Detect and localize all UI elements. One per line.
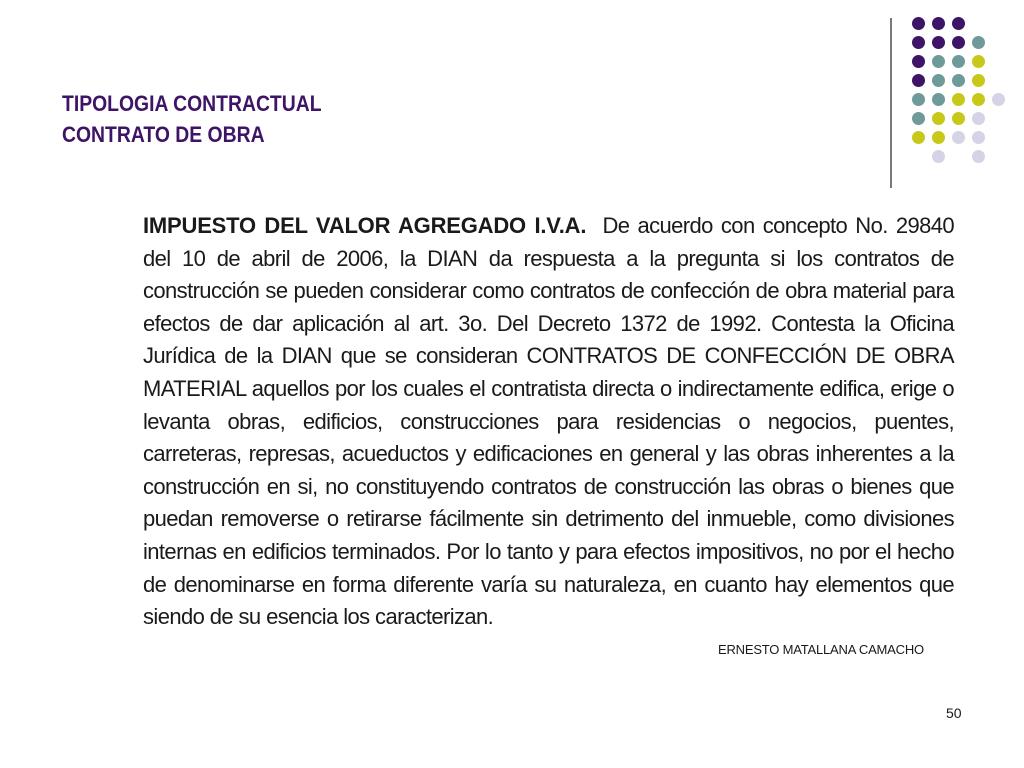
decorative-dot <box>912 74 925 87</box>
decorative-dot <box>912 131 925 144</box>
body-text: De acuerdo con concepto No. 29840 del 10 de abril de 2006, la DIAN da respuesta a la pregunta si los contratos de construcción se pueden considerar como contratos de confección de obra material para efectos de dar aplicación al art. 3o. Del Decreto 1372 de 1992. Contesta la Oficina Jurídica de la DIAN que se consideran CONTRATOS DE CONFECCIÓN DE OBRA MATERIAL aquellos por los cuales el contratista directa o indirectamente edifica, erige o levanta obras, edificios, construcciones para residencias o negocios, puentes, carreteras, represas, acueductos y edificaciones en general y las obras inherentes a la construcción en si, no constituyendo contratos de construcción las obras o bienes que puedan removerse o retirarse fácilmente sin detrimento del inmueble, como divisiones internas en edificios terminados. Por lo tanto y para efectos impositivos, no por el hecho de denominarse en forma diferente varía su naturaleza, en cuanto hay elementos que siendo de su esencia los caracterizan. <box>143 213 955 630</box>
decorative-dot <box>932 112 945 125</box>
decorative-dot <box>952 131 965 144</box>
decorative-dot <box>952 17 965 30</box>
decorative-dot <box>972 112 985 125</box>
decorative-dot <box>912 36 925 49</box>
decorative-dot <box>972 150 985 163</box>
decorative-dot <box>932 36 945 49</box>
decorative-dot <box>932 131 945 144</box>
title-line-2: CONTRATO DE OBRA <box>62 122 265 147</box>
decorative-dot <box>952 93 965 106</box>
decorative-dot-grid <box>0 0 1024 200</box>
author-name: ERNESTO MATALLANA CAMACHO <box>718 642 924 657</box>
decorative-dot <box>912 55 925 68</box>
decorative-dot <box>912 17 925 30</box>
decorative-dot <box>972 131 985 144</box>
decorative-dot <box>932 93 945 106</box>
decorative-dot <box>972 93 985 106</box>
body-paragraph <box>143 210 954 634</box>
decorative-vertical-rule <box>890 18 892 188</box>
decorative-dot <box>992 93 1005 106</box>
page-number: 50 <box>946 705 962 721</box>
decorative-dot <box>932 74 945 87</box>
decorative-dot <box>912 93 925 106</box>
decorative-dot <box>952 112 965 125</box>
decorative-dot <box>952 36 965 49</box>
body-heading: IMPUESTO DEL VALOR AGREGADO I.V.A. <box>143 213 587 238</box>
decorative-dot <box>932 17 945 30</box>
decorative-dot <box>972 74 985 87</box>
decorative-dot <box>952 74 965 87</box>
decorative-dot <box>932 150 945 163</box>
decorative-dot <box>972 36 985 49</box>
decorative-dot <box>972 55 985 68</box>
decorative-dot <box>952 55 965 68</box>
title-line-1: TIPOLOGIA CONTRACTUAL <box>62 91 322 116</box>
decorative-dot <box>912 112 925 125</box>
decorative-dot <box>932 55 945 68</box>
